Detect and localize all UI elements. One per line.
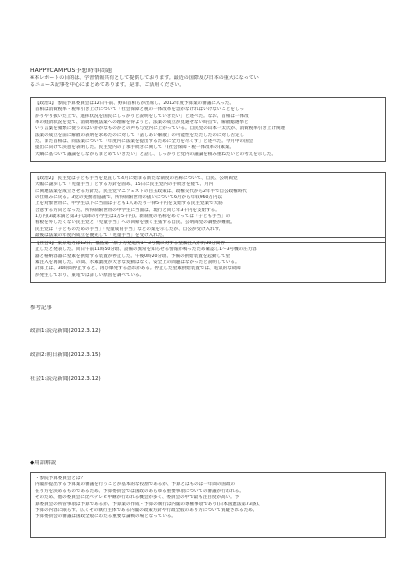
article-line: 最後は法案の年度内成立を優先して「児童手当」を受け入れた。 [35,233,167,239]
article-line: が発生しており、東電では詳しい原因を調べている。 [35,272,145,278]
intro-line-1: ※本レポートの目的は、学習情報共有として提供しております。最近の国際及び日本の重大になってい [30,75,259,81]
article-society-1 [30,237,386,283]
intro-line-2: るニュース記事を中心にまとめてあります。是非、ご活用ください。 [30,82,185,88]
article-line: 上を対象世帯に、中学生以下に当面は子ども1人あたり一律5千円を支給する民主党案で大筋 [35,201,223,207]
glossary-box [30,472,386,538]
article-line: 【政治1】 参院予算委員会は12日午前、野田首相らが出席し、2012年度予算案の審議に入った。 [35,101,235,106]
article-line: 民主党は「子どものための手当」「児童成育手当」などの案を示したが、自公が受け入れず、 [35,226,224,232]
references-heading: 参考記事 [30,305,53,311]
article-line: た。また首相は、同法案について「年度内に法案を提出するために全力を尽くす」と述べた。今月中の国会 [35,139,254,145]
glossary-line: 内閣が提出する予算案の審議を行うことが基本的な役割であるが、予算とはものは一年間の国政の [35,482,236,488]
glossary-line: 算委員会の所管事項は予算であるが、予算案の作成・予算の執行は内閣の専権事項であり(日本国憲法第73条)、 [35,501,263,507]
article-line: 素注入を再開した。の間、水素濃度が大きな変動はなく、安全上の問題はなかったと説明している。 [35,260,240,266]
article-line: 1万円(3歳未満と第3子以降の小学生は1万5千円)。新制度の名称をめぐっては「子ども手当」の [35,214,231,220]
article-line: 革の経済状況を見て、消費増税法案への理解を得ようと、法案の成立が見通せない時点で、解散総選挙と [35,120,249,126]
article-politics-2 [30,172,386,243]
article-line: 【政治2】 民主党は子ども手当を見直して4月に始まる新たな制度の名称について、自民、公明両党 [35,176,238,181]
article-line: かりやり抜いた上で、進捗状況を国民にしっかりと説明をしていきたい」と述べた。なお、首相は一体改 [35,113,249,119]
glossary-line: 在り方を決めるものであるため、予算委員会では国政のあらゆる重要事項についての審議が行われる。 [35,488,244,494]
reference-item: 政治2:朝日新聞(2012.3.15) [30,352,101,358]
article-line: 合意する方向となった。所得制限世帯の中学生に当面は、現行と同じ年3千円を支給する。 [35,207,220,213]
reference-item: 社会1:読売新聞(2012.3.12) [30,376,101,382]
article-line: 【社会1】 東京電力は12日、福島第一原子力発電所1～3号機に対する窒素注入が約30分間停 [35,241,225,246]
glossary-line: ・参院予算委員会とは？ [35,476,86,481]
article-line: 看板を外したくない民主党と「児童手当」への回帰を強く主張する自民、公明両党の調整が難航。 [35,220,236,226]
article-line: 計算上は、30時間停止すると、再び爆発する恐れがある。停止した窒素供給装置では、電気的な故障 [35,266,241,272]
article-line: に関連法案を成立させる方針だ。民主党マニフェストの目玉政策は、政権交代から2年半で自公政権時代 [35,188,247,194]
article-line: 法案の成立を前に解散の表明を求めたのに対して「話しあい解散」の可能性をただしたのに対し否定し [35,132,245,138]
article-politics-1 [30,97,386,162]
article-line: 器と格納容器に窒素を供給する装置が停止した。午後0時20分頃、予備の供給装置を起動して窒 [35,253,231,259]
article-line: 止したと発表した。同日午前11時50分頃、設備の異常を知らせる警報が鳴ったため確認し1～3号機の圧力容 [35,247,257,253]
article-line: 大綱に基づいて議論をしながらまとめていきたい」と話し、しっかりと党内の議論を積み重ねたいとの考えを示した。 [35,151,276,157]
article-line: 提出に向けて決意を表明した。民主党内の了承手続きに関して「(社会保障・税一体改革の)素案、 [35,145,235,151]
article-line: 首相は消費税率・税率引き上げについて「社会保障と税の一体改革を急がなければいけないことをしっ [35,107,245,113]
glossary-line: 予算委員会の審議は国政全般にわたる重要な論戦の場となっている。 [35,514,176,520]
reference-item: 政治1:読売新聞(2012.3.12) [30,328,101,334]
glossary-heading: ◆用語解説 [30,460,57,466]
glossary-line: そのため、他の委員会に比べテレビ中継が行われる機会が多く、委員会の中で最も注目度が高い。予 [35,495,240,501]
article-line: 大幅に譲歩して「児童手当」とする方針を固め、15日に民主党内の手続きを経て、月内 [35,182,214,188]
document-title: HAPPYCAMPUS予想時事問題 [30,68,113,74]
glossary-line: 予算の内容に限らず、広くその執行主体である内閣の政策方針や行政全般のあり方について質疑されるため、 [35,508,258,514]
article-line: いう言葉を頻繁に使うのはいかがなものかとの声も与党内に上がっている。自民党の山本一太氏が、消費税率引き上げ関連 [35,126,286,132]
article-line: の仕組みに戻る。3党の実務者協議で、所得制限世帯の扱いについて6月から年収960万円以 [35,195,223,201]
